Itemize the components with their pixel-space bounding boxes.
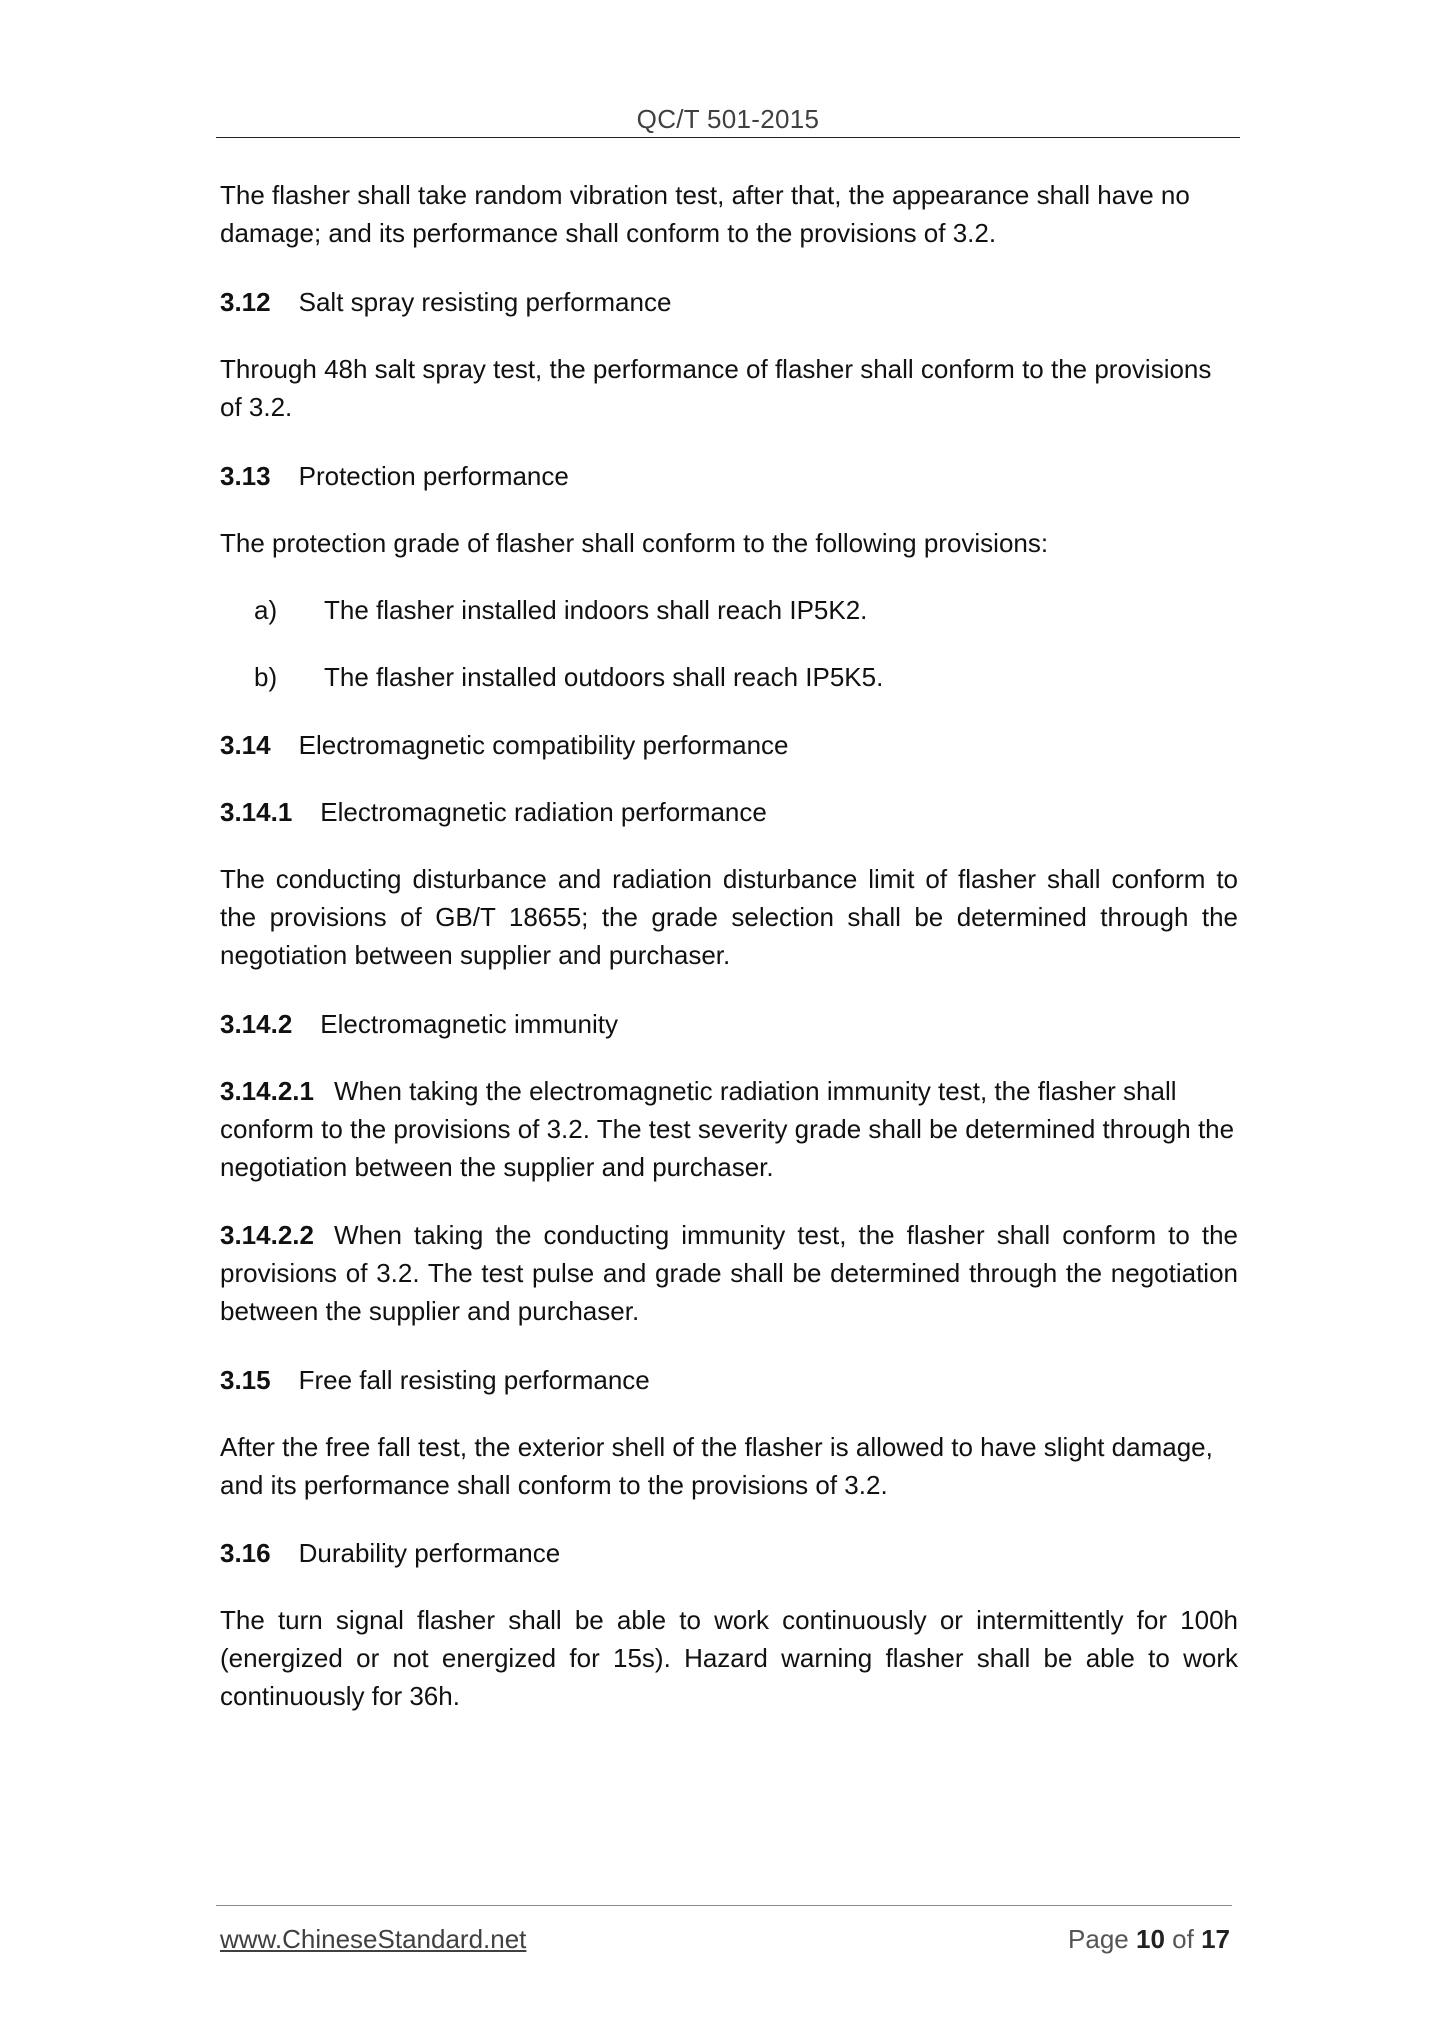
clause-3-14-2-2 xyxy=(220,1216,1238,1330)
paragraph-durability: The turn signal flasher shall be able to work continuously or intermittently for 100h (energized or not energized for 15s). Hazard warning flasher shall be able to work continuously for 36h. xyxy=(220,1605,1238,1711)
document-code-header: QC/T 501-2015 xyxy=(636,104,820,134)
header-divider xyxy=(216,137,1240,138)
section-title: Electromagnetic compatibility performance xyxy=(298,730,789,760)
clause-number: 3.14.2.2 xyxy=(220,1220,314,1250)
section-heading-3-12 xyxy=(220,283,1238,321)
section-title: Salt spray resisting performance xyxy=(298,287,672,317)
page-total: 17 xyxy=(1201,1924,1230,1954)
section-title: Electromagnetic radiation performance xyxy=(320,797,767,827)
section-number: 3.12 xyxy=(220,287,271,317)
list-item-text: The flasher installed outdoors shall reach IP5K5. xyxy=(324,662,884,692)
section-heading-3-14-1 xyxy=(220,793,1238,831)
list-item-marker: a) xyxy=(254,595,278,625)
section-number: 3.16 xyxy=(220,1538,271,1568)
list-item-marker: b) xyxy=(254,662,278,692)
section-heading-3-16 xyxy=(220,1534,1238,1572)
section-number: 3.14.1 xyxy=(220,797,293,827)
paragraph-emc-radiation: The conducting disturbance and radiation disturbance limit of flasher shall conform to the provisions of GB/T 18655; the grade selection shall be determined through the negotiation between supplier and purchaser. xyxy=(220,864,1238,970)
section-heading-3-14 xyxy=(220,726,1238,764)
section-title: Free fall resisting performance xyxy=(298,1365,650,1395)
section-title: Durability performance xyxy=(298,1538,561,1568)
section-title: Electromagnetic immunity xyxy=(320,1009,618,1039)
section-heading-3-14-2 xyxy=(220,1005,1238,1043)
list-item xyxy=(254,591,1234,629)
section-heading-3-15 xyxy=(220,1361,1238,1399)
list-item xyxy=(254,658,1234,696)
paragraph-salt-spray: Through 48h salt spray test, the performance of flasher shall conform to the provisions of 3.2. xyxy=(220,354,1212,422)
page-prefix: Page xyxy=(1068,1924,1129,1954)
section-number: 3.14.2 xyxy=(220,1009,293,1039)
page-current: 10 xyxy=(1136,1924,1165,1954)
paragraph-protection: The protection grade of flasher shall conform to the following provisions: xyxy=(220,528,1049,558)
section-number: 3.13 xyxy=(220,461,271,491)
clause-text: When taking the conducting immunity test, the flasher shall conform to the provisions of 3.2. The test pulse and grade shall be determined through the negotiation between the supplier and purchaser. xyxy=(220,1220,1238,1326)
clause-3-14-2-1 xyxy=(220,1072,1238,1186)
section-title: Protection performance xyxy=(298,461,569,491)
list-item-text: The flasher installed indoors shall reach IP5K2. xyxy=(324,595,868,625)
page-number xyxy=(1068,1924,1230,1955)
section-heading-3-13 xyxy=(220,457,1238,495)
clause-text: When taking the electromagnetic radiation immunity test, the flasher shall conform to the provisions of 3.2. The test severity grade shall be determined through the negotiation between the supplier and purchaser. xyxy=(220,1076,1235,1182)
section-number: 3.14 xyxy=(220,730,271,760)
paragraph-free-fall: After the free fall test, the exterior shell of the flasher is allowed to have slight damage, and its performance shall conform to the provisions of 3.2. xyxy=(220,1432,1213,1500)
section-number: 3.15 xyxy=(220,1365,271,1395)
page-of: of xyxy=(1172,1924,1194,1954)
clause-number: 3.14.2.1 xyxy=(220,1076,314,1106)
footer-divider xyxy=(216,1905,1232,1906)
paragraph-vibration: The flasher shall take random vibration test, after that, the appearance shall have no damage; and its performance shall conform to the provisions of 3.2. xyxy=(220,180,1190,248)
footer-website-link[interactable]: www.ChineseStandard.net xyxy=(220,1924,527,1954)
